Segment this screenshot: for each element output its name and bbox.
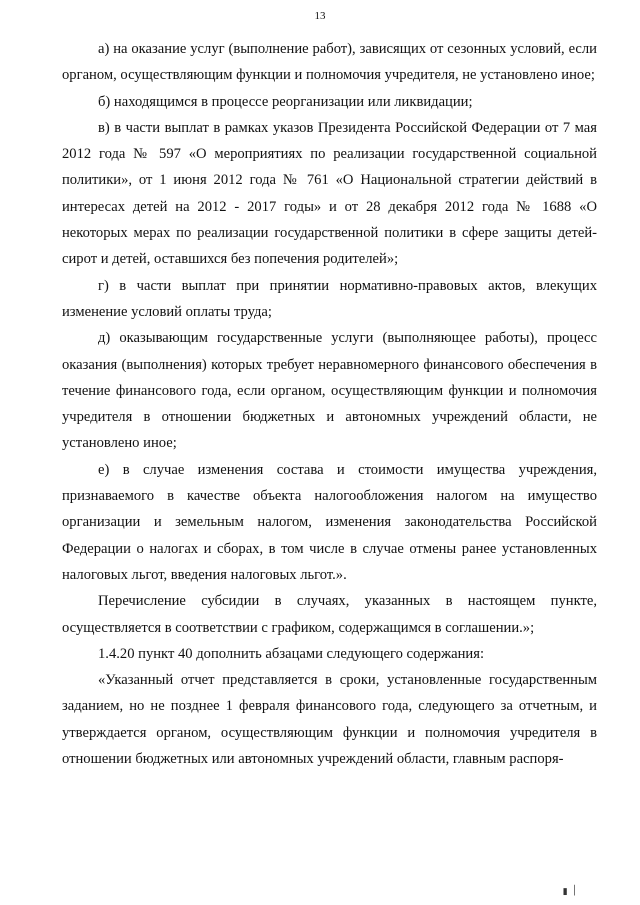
paragraph-subsidy-transfer: Перечисление субсидии в случаях, указанных в настоящем пункте, осуществляется в соответствии с графиком, содержащимся в соглашении.»; [62, 593, 597, 636]
paragraph-item-1-4-20: 1.4.20 пункт 40 дополнить абзацами следующего содержания: [98, 645, 485, 662]
paragraph-e: е) в случае изменения состава и стоимости имущества учреждения, признаваемого в качестве объекта налогообложения налогом на имущество организации и земельным налогом, изменения законодательства Российской Федерации о налогах и сборах, в том числе в случае отмены ранее установленных налоговых льгот, введения налоговых льгот.». [62, 461, 597, 583]
paragraph-b: б) находящимся в процессе реорганизации или ликвидации; [98, 93, 473, 110]
page-number: 13 [314, 10, 326, 22]
document-body [62, 36, 597, 772]
corner-mark: ▮ ׀ [562, 886, 578, 896]
paragraph-g: г) в части выплат при принятии нормативно-правовых актов, влекущих изменение условий оплаты труда; [62, 277, 597, 320]
paragraph-v: в) в части выплат в рамках указов Президента Российской Федерации от 7 мая 2012 года № 597 «О мероприятиях по реализации государственной социальной политики», от 1 июня 2012 года № 761 «О Национальной стратегии действий в интересах детей на 2012 - 2017 годы» и от 28 декабря 2012 года № 1688 «О некоторых мерах по реализации государственной политики в сфере защиты детей-сирот и детей, оставшихся без попечения родителей»; [62, 119, 597, 268]
paragraph-a: а) на оказание услуг (выполнение работ), зависящих от сезонных условий, если органом, осуществляющим функции и полномочия учредителя, не установлено иное; [62, 41, 597, 84]
paragraph-d: д) оказывающим государственные услуги (выполняющее работы), процесс оказания (выполнения) которых требует неравномерного финансового обеспечения в течение финансового года, если органом, осуществляющим функции и полномочия учредителя в отношении бюджетных и автономных учреждений области, не установлено иное; [62, 330, 597, 452]
paragraph-report-deadline: «Указанный отчет представляется в сроки, установленные государственным заданием, но не позднее 1 февраля финансового года, следующего за отчетным, и утверждается органом, осуществляющим функции и полномочия учредителя в отношении бюджетных или автономных учреждений области, главным распоря- [62, 672, 597, 768]
